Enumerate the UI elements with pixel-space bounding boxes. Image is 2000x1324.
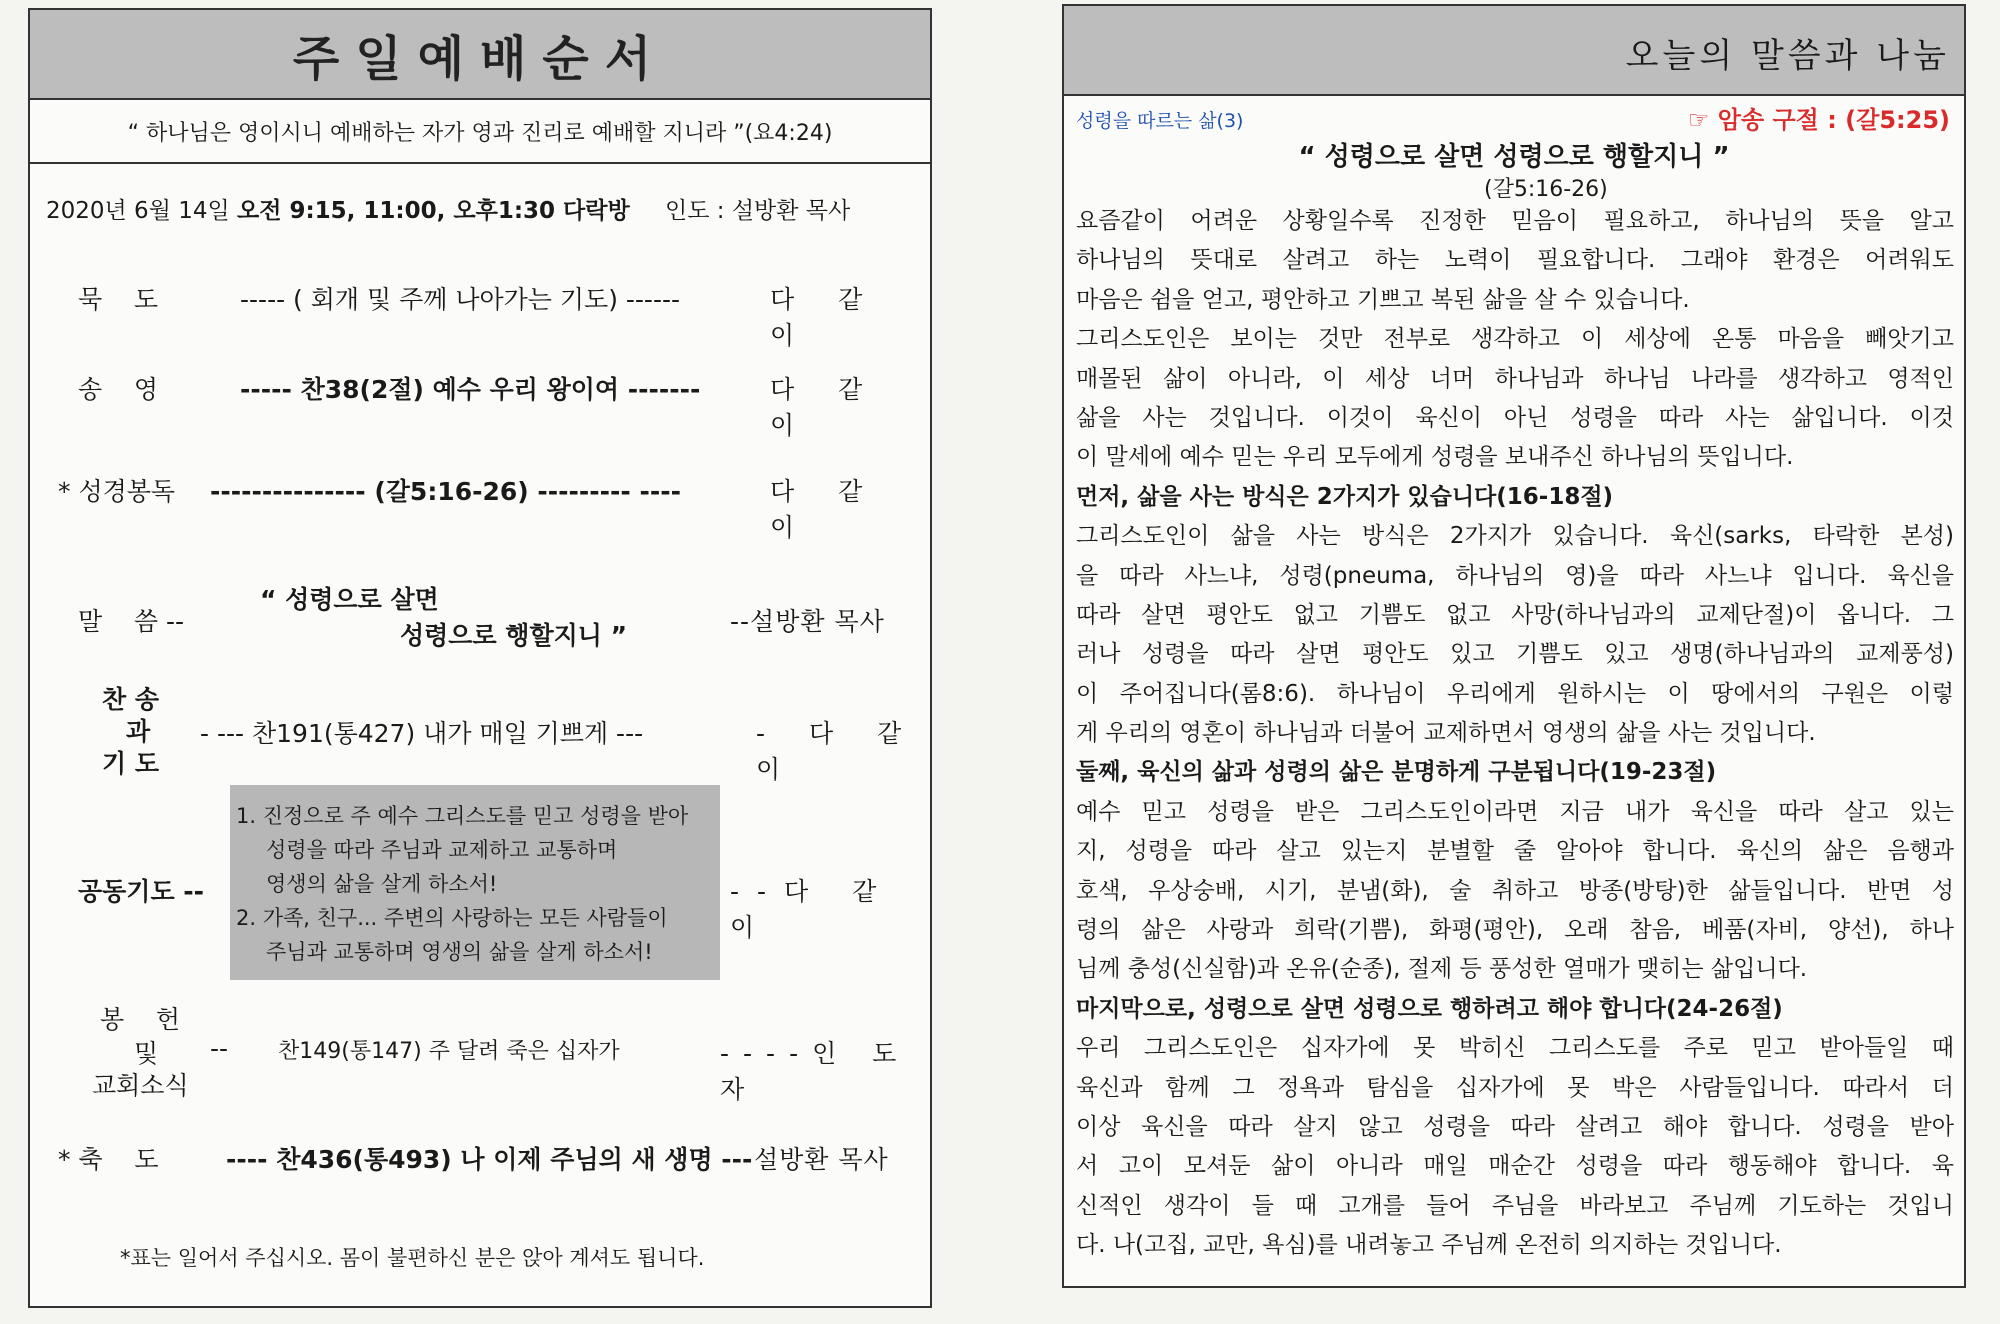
header-verse: “ 하나님은 영이시니 예배하는 자가 영과 진리로 예배할 지니라 ”(요4:24)	[30, 100, 930, 164]
prayer-line: 영생의 삶을 살게 하소서!	[266, 872, 498, 896]
body-line: 우리 그리스도인은 십자가에 못 박히신 그리스도를 주로 믿고 받아들일 때	[1076, 1035, 1954, 1062]
body-line: 게 우리의 영혼이 하나님과 더불어 교제하면서 영생의 삶을 사는 것입니다.	[1076, 720, 1816, 747]
worship-order-panel	[28, 8, 932, 1308]
body-line: 삶을 사는 것입니다. 이것이 육신이 아닌 성령을 따라 사는 삶입니다. 이것	[1076, 404, 1954, 431]
body-line: 이상 육신을 따라 살지 않고 성령을 따라 살려고 해야 합니다. 성령을 받아	[1076, 1113, 1954, 1140]
service-leader: 인도 : 설방환 목사	[665, 198, 851, 224]
sermon-title-line1: “ 성령으로 살면	[260, 585, 439, 614]
body-line: 이 주어집니다(롬8:6). 하나님이 우리에게 원하시는 이 땅에서의 구원은 이렇	[1076, 680, 1954, 707]
body-line: 지, 성령을 따라 살고 있는지 분별할 줄 알아야 합니다. 육신의 삶은 음행과	[1076, 838, 1954, 865]
body-line: 매몰된 삶이 아니라, 이 세상 너머 하나님과 하나님 나라를 생각하고 영적인	[1076, 365, 1954, 392]
item-who: 다 같 이	[770, 285, 881, 350]
worship-order-title: 주일예배순서	[30, 10, 930, 100]
service-info	[46, 192, 850, 225]
item-who: - 다 같 이	[756, 719, 920, 784]
body-line: 마음은 쉼을 얻고, 평안하고 기쁘고 복된 삶을 살 수 있습니다.	[1076, 286, 1690, 313]
body-line: 예수 믿고 성령을 받은 그리스도인이라면 지금 내가 육신을 따라 살고 있는	[1076, 798, 1954, 825]
sermon-panel	[1062, 4, 1966, 1288]
prayer-line: 1. 진정으로 주 예수 그리스도를 믿고 성령을 받아	[236, 804, 689, 828]
sermon-reference: (갈5:16-26)	[1484, 177, 1608, 202]
sermon-header-title: 오늘의 말씀과 나눔	[1625, 36, 1950, 76]
body-line: 님께 충성(신실함)과 온유(순종), 절제 등 풍성한 열매가 맺히는 삶입니다.	[1076, 956, 1808, 983]
item-content: 찬149(통147) 주 달려 죽은 십자가	[278, 1039, 620, 1064]
item-label-line3: 교회소식	[92, 1071, 189, 1100]
item-who: 설방환 목사	[754, 1145, 889, 1174]
section-heading: 먼저, 삶을 사는 방식은 2가지가 있습니다(16-18절)	[1076, 483, 1614, 510]
series-title: 성령을 따르는 삶(3)	[1076, 110, 1244, 132]
item-label: * 성경봉독	[58, 477, 176, 506]
body-line: 다. 나(고집, 교만, 욕심)를 내려놓고 주님께 온전히 의지하는 것입니다.	[1076, 1232, 1782, 1259]
memory-verse: ☞ 암송 구절 : (갈5:25)	[1687, 106, 1950, 134]
item-content: --------------- (갈5:16-26) --------- ----	[210, 477, 681, 506]
item-who: 다 같 이	[770, 477, 881, 542]
sermon-header	[1064, 6, 1964, 96]
item-who: --다 같 이	[730, 877, 895, 942]
body-line: 러나 성령을 따라 살면 평안도 있고 기쁨도 있고 생명(하나님과의 교제풍성)	[1076, 641, 1954, 668]
item-label: 묵 도	[78, 285, 159, 314]
body-line: 따라 살면 평안도 없고 기쁨도 없고 사망(하나님과의 교제단절)이 옵니다. 그	[1076, 601, 1954, 628]
common-prayer-box	[230, 785, 720, 980]
item-who: ----인 도 자	[720, 1039, 911, 1104]
item-label: 송 영	[78, 375, 159, 404]
service-date: 2020년 6월 14일	[46, 198, 230, 224]
footer-note: *표는 일어서 주십시오. 몸이 불편하신 분은 앉아 계셔도 됩니다.	[120, 1246, 705, 1270]
section-heading: 둘째, 육신의 삶과 성령의 삶은 분명하게 구분됩니다(19-23절)	[1076, 759, 1717, 786]
body-line: 이 말세에 예수 믿는 우리 모두에게 성령을 보내주신 하나님의 뜻입니다.	[1076, 444, 1794, 471]
body-line: 하나님의 뜻대로 살려고 하는 노력이 필요합니다. 그래야 환경은 어려워도	[1076, 247, 1954, 274]
item-label-line2: 과	[126, 717, 151, 746]
body-line: 령의 삶은 사랑과 희락(기쁨), 화평(평안), 오래 참음, 베품(자비, 양선), 하나	[1076, 917, 1954, 944]
item-label-line3: 기 도	[102, 749, 160, 778]
item-content: - --- 찬191(통427) 내가 매일 기쁘게 ---	[200, 719, 644, 748]
prayer-line: 2. 가족, 친구... 주변의 사랑하는 모든 사람들이	[236, 906, 668, 930]
item-dash: --	[210, 1034, 229, 1063]
body-line: 호색, 우상숭배, 시기, 분냄(화), 술 취하고 방종(방탕)한 삶들입니다. 반면 성	[1076, 877, 1954, 904]
body-line: 신적인 생각이 들 때 고개를 들어 주님을 바라보고 주님께 기도하는 것입니	[1076, 1192, 1954, 1219]
body-line: 요즘같이 어려운 상황일수록 진정한 믿음이 필요하고, 하나님의 뜻을 알고	[1076, 208, 1954, 234]
item-content: ---- 찬436(통493) 나 이제 주님의 새 생명 ---	[226, 1145, 753, 1174]
item-label-line1: 봉 헌	[100, 1005, 181, 1034]
item-content: ----- ( 회개 및 주께 나아가는 기도) ------	[240, 285, 681, 314]
service-times: 오전 9:15, 11:00, 오후1:30 다락방	[237, 198, 630, 224]
item-label: 말 씀 --	[78, 607, 185, 636]
prayer-line: 주님과 교통하며 영생의 삶을 살게 하소서!	[266, 940, 653, 964]
item-label-line1: 찬 송	[102, 685, 160, 714]
sermon-body	[1076, 202, 1954, 1266]
item-label: * 축 도	[58, 1145, 159, 1174]
body-line: 을 따라 사느냐, 성령(pneuma, 하나님의 영)을 따라 사느냐 입니다. 육신을	[1076, 562, 1954, 589]
item-content: ----- 찬38(2절) 예수 우리 왕이여 -------	[240, 375, 701, 404]
section-heading: 마지막으로, 성령으로 살면 성령으로 행하려고 해야 합니다(24-26절)	[1076, 995, 1783, 1022]
sermon-title-line2: 성령으로 행할지니 ”	[400, 621, 628, 650]
item-label-line2: 및	[134, 1039, 159, 1068]
item-who: --설방환 목사	[730, 607, 885, 636]
body-line: 서 고이 모셔둔 삶이 아니라 매일 매순간 성령을 따라 행동해야 합니다. 육	[1076, 1153, 1954, 1180]
sermon-title: “ 성령으로 살면 성령으로 행할지니 ”	[1298, 142, 1730, 172]
body-line: 그리스도인이 삶을 사는 방식은 2가지가 있습니다. 육신(sarks, 타락한 본성)	[1076, 523, 1954, 550]
prayer-line: 성령을 따라 주님과 교제하고 교통하며	[266, 838, 618, 862]
item-label: 공동기도 --	[78, 877, 205, 906]
body-line: 육신과 함께 그 정욕과 탐심을 십자가에 못 박은 사람들입니다. 따라서 더	[1076, 1074, 1954, 1101]
body-line: 그리스도인은 보이는 것만 전부로 생각하고 이 세상에 온통 마음을 빼앗기고	[1076, 326, 1954, 353]
item-who: 다 같 이	[770, 375, 881, 440]
